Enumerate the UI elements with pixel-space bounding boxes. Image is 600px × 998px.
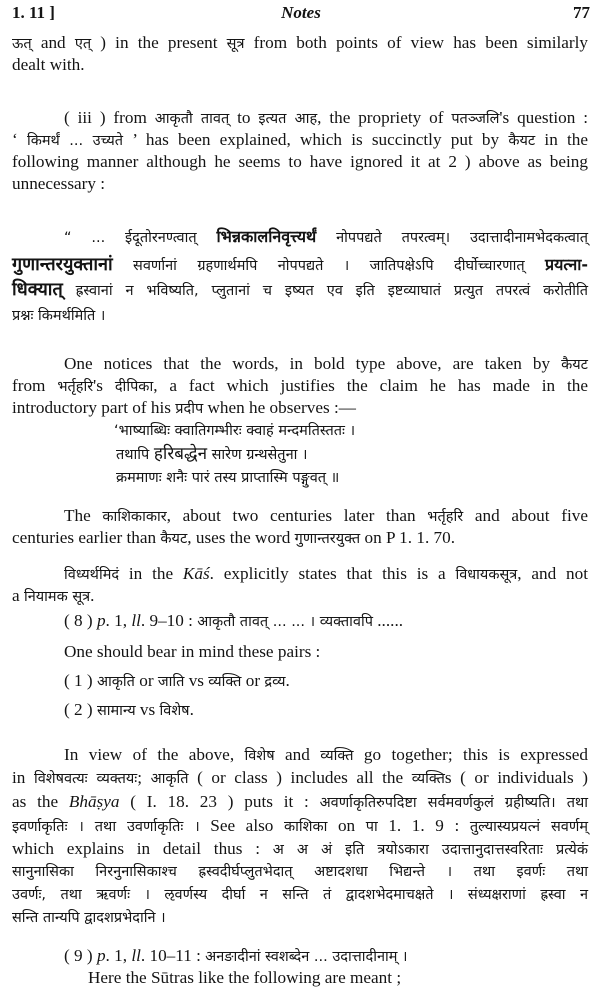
text-span: , uses the word [187,528,295,547]
sanskrit-term: विध्यर्थमिदं [64,567,120,583]
sanskrit-term: विशेषवत्यः व्यक्तयः [33,771,138,787]
text-span: on [327,816,366,835]
sanskrit-text: सारेण ग्रन्थसेतुना । [207,447,308,463]
text-line [64,353,588,376]
text-span: One notices that the words, in bold type above, are taken by [64,354,562,373]
text-span: introductory part of his [12,398,176,417]
sanskrit-term: काशिकाकार [102,509,167,525]
sanskrit-term: पा [365,819,378,835]
sanskrit-text: तथापि [116,447,154,463]
text-span: as the [12,792,69,811]
sanskrit-term: पतञ्जलि [451,111,500,127]
text-span: , about two centuries later than [166,506,428,525]
text-line [12,129,588,152]
text-line: सानुनासिका निरनुनासिकाश्च ह्रस्वदीर्घप्लुतभेदात् अष्टादशधा भिद्यन्ते । तथा इवर्णः तथा [12,864,588,880]
sanskrit-term: गुणान्तरयुक्त [294,531,361,547]
verse-line [116,443,307,466]
sanskrit-term: कैयट [508,133,536,149]
text-span: See also [199,816,284,835]
quote-line [12,254,588,277]
quote-line: प्रश्नः किमर्थमिति । [12,308,106,324]
sanskrit-term: व्यक्ति [208,674,242,690]
sanskrit-term: जाति [157,674,185,690]
sanskrit-term: ऊत् [12,36,32,52]
sanskrit-term: आकृति [150,771,189,787]
page-title: Notes [281,3,321,22]
text-span: . 10–11 : [140,946,206,965]
text-line [12,585,94,608]
text-span: ( or class ) includes all the [188,768,412,787]
text-span: in the [535,130,588,149]
sanskrit-term: व्यक्ति [411,771,445,787]
text-span: from [12,376,58,395]
text-span: ( 1 ) [64,671,97,690]
sanskrit-term: आकृति [96,674,135,690]
list-item [64,670,290,693]
running-head [12,3,590,27]
text-line [12,791,588,814]
italic-term: ll [131,946,141,965]
text-line [12,397,356,420]
text-line: dealt with. [12,55,85,74]
text-span: The [64,506,103,525]
text-span: when he observes :— [203,398,356,417]
sanskrit-term: सामान्य [96,703,136,719]
section-reference: 1. 11 ] [12,3,55,22]
text-line [12,815,588,838]
text-span: ( 9 ) [64,946,97,965]
text-span: In view of the above, [64,745,245,764]
bold-sanskrit-text: धिक्यात् [12,279,63,300]
sanskrit-text: सवर्णानां ग्रहणार्थमपि नोपपद्यते । जातिपक्षेऽपि दीर्घोच्चारणात् [112,258,546,274]
text-span: 's [93,376,115,395]
sanskrit-text: अ अ अं इति त्रयोऽकारा उदात्तानुदात्तस्वरिताः प्रत्येकं [272,842,588,858]
text-span: ’ has been explained, which is succinctly put by [123,130,509,149]
text-span: or [241,671,265,690]
sanskrit-term: भर्तृहरि [57,379,94,395]
text-line [64,107,588,130]
text-span: . 1, [105,611,132,630]
text-span: centuries earlier than [12,528,161,547]
text-span: ( 8 ) [64,611,97,630]
page-number: 77 [573,3,590,22]
text-span: 's question : [499,108,588,127]
text-span: . [285,671,290,690]
text-span: ( 2 ) [64,700,97,719]
text-span: to [229,108,259,127]
sanskrit-text: आकृतौ तावत् ... ... । व्यक्तावपि [197,614,373,630]
text-span: and [31,33,75,52]
text-span: from both points of view has been similarly [244,33,588,52]
text-line: Here the Sūtras like the following are meant ; [88,968,402,987]
sanskrit-text: तुल्यास्यप्रयत्नं सवर्णम् [469,819,588,835]
text-span: ( iii ) from [64,108,155,127]
text-span: go together; this is expressed [353,745,588,764]
text-span: or [134,671,158,690]
text-line [12,838,588,861]
text-line: सन्ति तान्यपि द्वादशप्रभेदानि । [12,910,166,926]
sanskrit-term: भर्तृहरि [427,509,464,525]
text-line [64,744,588,767]
text-span: ; [137,768,151,787]
sanskrit-term: विशेष [159,703,190,719]
text-line [12,527,455,550]
text-span: 1. 1. 9 : [377,816,470,835]
italic-term: Kāś [182,564,210,583]
sanskrit-text: इवर्णाकृतिः । तथा उवर्णाकृतिः । [12,819,200,835]
text-span: which explains in detail thus : [12,839,273,858]
text-line: unnecessary : [12,174,106,193]
text-span: s ( or individuals ) [444,768,588,787]
sanskrit-term: दीपिका [114,379,154,395]
text-line [12,32,588,55]
text-span: . 9–10 : [140,611,198,630]
text-span: ‘ [12,130,27,149]
sanskrit-term: विधायकसूत्र [455,567,518,583]
text-line [12,375,588,398]
text-span: and about five [463,506,588,525]
sanskrit-text: हरिबद्धेन [153,444,207,464]
bold-sanskrit-text: भिन्नकालनिवृत्त्यर्थं [216,227,317,246]
bold-sanskrit-text: प्रयत्ना- [545,255,588,274]
text-line: One should bear in mind these pairs : [64,642,321,661]
italic-term: Bhāṣya [68,792,120,811]
text-span: in the [119,564,183,583]
sanskrit-term: व्यक्ति [320,748,354,764]
sanskrit-term: किमर्थं ... उच्यते [26,133,124,149]
text-line: उवर्णः, तथा ऋवर्णः । ऌवर्णस्य दीर्घा न सन्ति तं द्वादशभेदमाचक्षते । संध्यक्षराणां ह्रस्वा न [12,887,588,903]
verse-line: ‘भाष्याब्धिः क्वातिगम्भीरः क्वाहं मन्दमतिस्ततः । [114,423,356,439]
text-span: vs [184,671,209,690]
italic-term: p [96,946,106,965]
text-span: . 1, [105,946,132,965]
sanskrit-text: अनङादीनां स्वशब्देन ... उदात्तादीनाम् । [205,949,408,965]
text-span: ...... [372,611,404,630]
text-span: ) in the present [91,33,227,52]
text-span: , a fact which justifies the claim he has made in the [153,376,588,395]
sanskrit-term: सूत्र [226,36,245,52]
sanskrit-term: प्रदीप [175,401,204,417]
text-span: vs [135,700,160,719]
text-span: . [189,700,194,719]
text-line [64,563,588,586]
bold-sanskrit-text: गुणान्तरयुक्तानां [12,254,113,275]
italic-term: p [96,611,106,630]
text-span: . [90,586,95,605]
sanskrit-text: “ ... ईदूतोरनण्त्वात् [64,230,217,246]
sanskrit-text: अवर्णाकृतिरुपदिष्टा सर्वमवर्णकुलं ग्रहीष्यति। तथा [319,795,588,811]
sanskrit-term: विशेष [244,748,275,764]
sanskrit-text: ह्रस्वानां न भविष्यति, प्लुतानां च इष्यत एव इति इष्टव्याघातं प्रत्युत तपरत्वं करोतीति [62,283,588,299]
quote-line [64,226,588,249]
sanskrit-term: कैयट [561,357,588,373]
italic-term: ll [131,611,141,630]
list-item [64,699,194,722]
sanskrit-text: नोपपद्यते तपरत्वम्। उदात्तादीनामभेदकत्वात् [316,230,588,246]
sanskrit-term: आकृतौ तावत् [154,111,230,127]
sanskrit-term: इत्यत आह [258,111,318,127]
verse-line: क्रममाणः शनैः पारं तस्य प्राप्तास्मि पङ्गुवत् ॥ [116,470,340,486]
note-heading [64,610,403,633]
text-span: a [12,586,24,605]
sanskrit-term: द्रव्य [264,674,286,690]
text-span: . explicitly states that this is a [209,564,456,583]
text-span: and [274,745,321,764]
text-line: following manner although he seems to have ignored it at 2 ) above as being [12,152,588,171]
text-span: ( I. 18. 23 ) puts it : [119,792,320,811]
text-span: , the propriety of [317,108,452,127]
text-span: in [12,768,34,787]
sanskrit-term: नियामक सूत्र [23,589,91,605]
text-line [12,767,588,790]
text-span: on P 1. 1. 70. [360,528,456,547]
note-heading [64,945,408,968]
sanskrit-term: काशिका [283,819,328,835]
sanskrit-term: कैयट [160,531,188,547]
text-span: , and not [517,564,588,583]
sanskrit-term: एत् [74,36,92,52]
text-line [64,505,588,528]
quote-line [12,279,588,302]
